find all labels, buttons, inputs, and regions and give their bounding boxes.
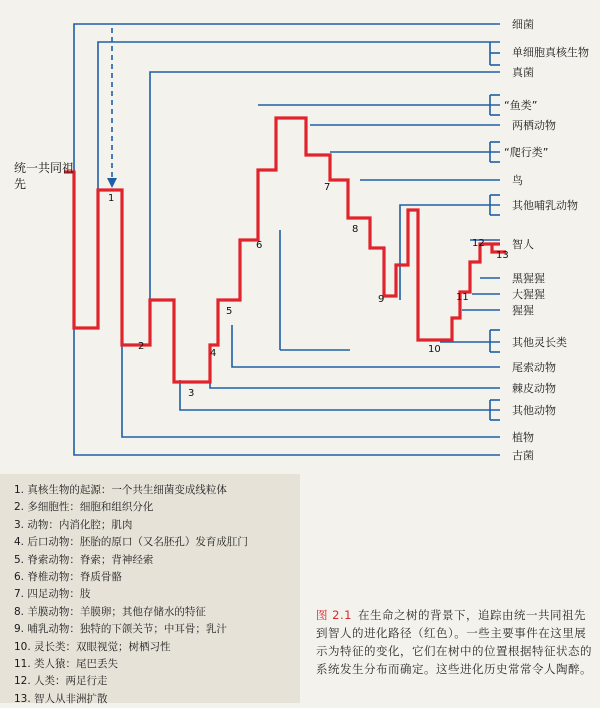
- event-number-6: 6: [256, 240, 263, 251]
- taxon-plants: 植物: [512, 431, 534, 444]
- taxon-amphibians: 两栖动物: [512, 119, 556, 132]
- taxon-other-animals: 其他动物: [512, 404, 556, 417]
- taxon-orangutan: 猩猩: [512, 304, 534, 317]
- legend-item-2: 2. 多细胞性：细胞和组织分化: [14, 501, 154, 514]
- legend-item-4: 4. 后口动物：胚胎的原口（又名胚孔）发育成肛门: [14, 536, 248, 549]
- legend-item-11: 11. 类人猿：尾巴丢失: [14, 658, 119, 671]
- event-number-7: 7: [324, 182, 331, 193]
- event-number-11: 11: [456, 292, 469, 303]
- figure-label: 图 2.1: [316, 608, 352, 622]
- legend-item-3: 3. 动物：内消化腔；肌肉: [14, 518, 133, 531]
- taxon-protists: 单细胞真核生物: [512, 46, 589, 59]
- legend-panel: [0, 474, 300, 703]
- legend-item-9: 9. 哺乳动物：独特的下颌关节；中耳骨；乳汁: [14, 623, 227, 636]
- taxon-echinoderms: 棘皮动物: [512, 382, 556, 395]
- legend-item-7: 7. 四足动物：肢: [14, 588, 91, 601]
- legend-item-13: 13. 智人从非洲扩散: [14, 692, 108, 705]
- legend-item-6: 6. 脊椎动物：脊质骨骼: [14, 571, 122, 584]
- legend-item-12: 12. 人类：两足行走: [14, 675, 108, 688]
- taxon-birds: 鸟: [512, 174, 523, 187]
- caption-text: 在生命之树的背景下，追踪由统一共同祖先到智人的进化路径（红色）。一些主要事件在这里展示为特征的变化，它们在树中的位置根据特征状态的系统发生分布而确定。这些进化历史常常令人陶醉。: [316, 608, 592, 676]
- taxon-fungi: 真菌: [512, 66, 534, 79]
- taxon-bacteria: 细菌: [512, 18, 534, 31]
- event-number-4: 4: [210, 348, 217, 359]
- figure-caption: [316, 606, 594, 678]
- taxon-archaea: 古菌: [512, 449, 534, 462]
- legend-item-10: 10. 灵长类：双眼视觉；树栖习性: [14, 640, 171, 653]
- event-number-3: 3: [188, 388, 195, 399]
- tree-branches: [74, 24, 500, 455]
- event-number-2: 2: [138, 341, 145, 352]
- event-number-8: 8: [352, 224, 359, 235]
- taxon-homo-sapiens: 智人: [512, 238, 534, 251]
- taxon-reptiles: “爬行类”: [504, 146, 549, 159]
- taxon-labels: [504, 17, 589, 462]
- legend-item-8: 8. 羊膜动物：羊膜卵；其他存储水的特征: [14, 605, 206, 618]
- event-number-9: 9: [378, 294, 385, 305]
- path-to-homo-sapiens: [64, 118, 500, 382]
- event-number-13: 13: [496, 250, 509, 261]
- root-label: 统一共同祖先: [14, 161, 75, 191]
- taxon-chimpanzee: 黑猩猩: [512, 272, 545, 285]
- taxon-other-mammals: 其他哺乳动物: [512, 199, 578, 212]
- event-number-10: 10: [428, 344, 441, 355]
- event-number-1: 1: [108, 193, 115, 204]
- taxon-tunicates: 尾索动物: [512, 361, 556, 374]
- legend-item-5: 5. 脊索动物：脊索；背神经索: [14, 553, 154, 566]
- legend-item-1: 1. 真核生物的起源：一个共生细菌变成线粒体: [14, 484, 227, 496]
- taxon-gorilla: 大猩猩: [512, 288, 545, 301]
- event-number-5: 5: [226, 306, 233, 317]
- taxon-fish: “鱼类”: [504, 99, 538, 112]
- taxon-other-primates: 其他灵长类: [512, 336, 567, 349]
- event-number-12: 12: [472, 238, 485, 249]
